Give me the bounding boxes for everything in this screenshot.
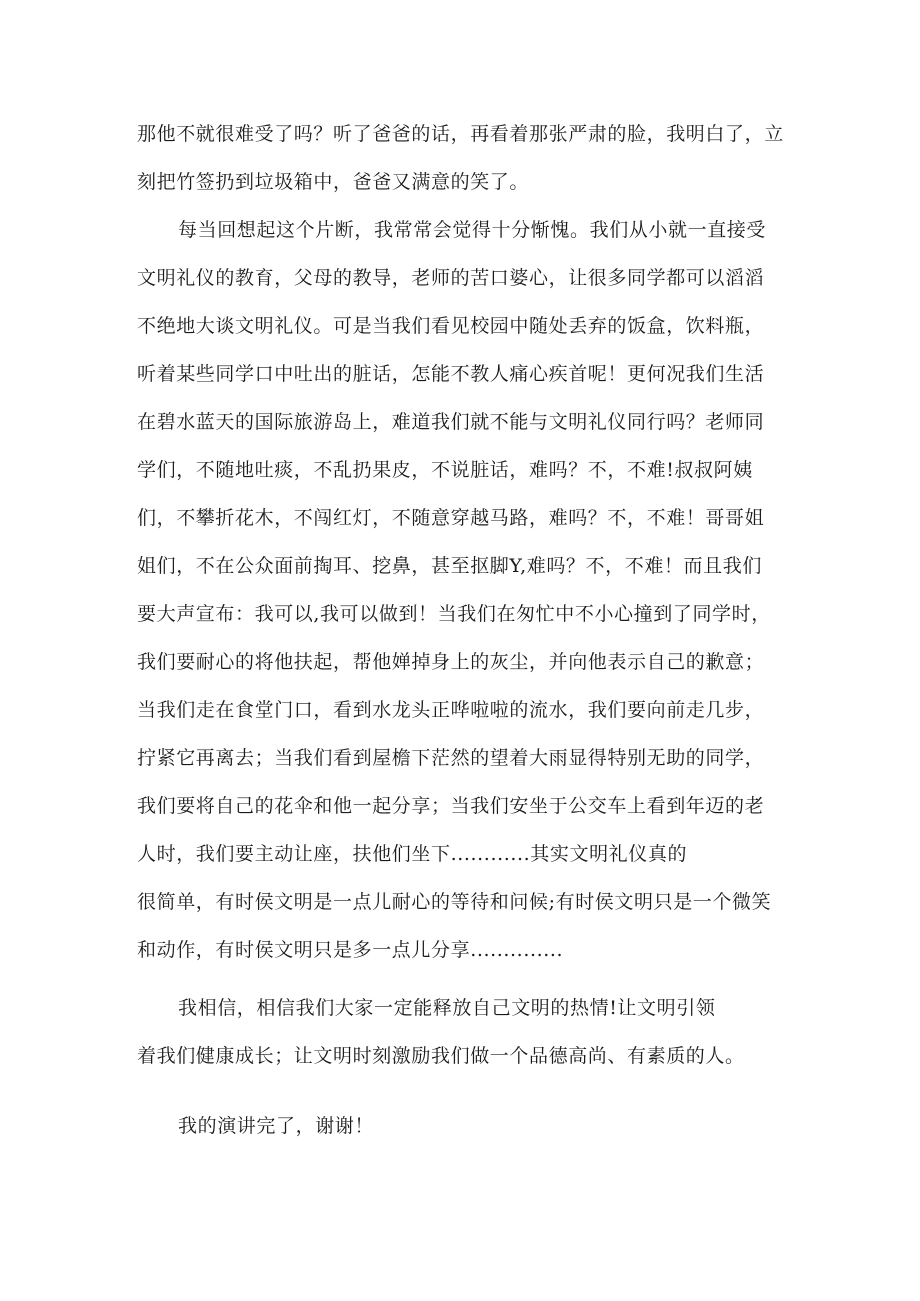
- text-line: 我们要耐心的将他扶起，帮他婵掉身上的灰尘，并向他表示自己的歉意；: [137, 651, 765, 673]
- text-line: 和动作，有时侯文明只是多一点儿分享..............: [137, 939, 564, 961]
- text-line: 们，不攀折花木，不闯红灯，不随意穿越马路，难吗？不，不难！哥哥姐: [137, 507, 765, 529]
- text-line: 着我们健康成长；让文明时刻激励我们做一个品德高尚、有素质的人。: [137, 1045, 745, 1067]
- text-line: 每当回想起这个片断，我常常会觉得十分惭愧。我们从小就一直接受: [178, 219, 767, 241]
- text-line: 文明礼仪的教育，父母的教导，老师的苦口婆心，让很多同学都可以滔滔: [137, 267, 765, 289]
- closing-line: 我的演讲完了，谢谢！: [178, 1115, 375, 1137]
- text-line: 那他不就很难受了吗？听了爸爸的话，再看着那张严肃的脸，我明白了，立: [137, 123, 784, 145]
- text-line: 当我们走在食堂门口，看到水龙头正哗啦啦的流水，我们要向前走几步，: [137, 699, 765, 721]
- text-line: 姐们，不在公众面前掏耳、挖鼻，甚至抠脚Y,难吗？不，不难！而且我们: [137, 555, 762, 577]
- text-line: 在碧水蓝天的国际旅游岛上，难道我们就不能与文明礼仪同行吗？老师同: [137, 411, 765, 433]
- text-line: 学们，不随地吐痰，不乱扔果皮，不说脏话，难吗？不，不难!叔叔阿姨: [137, 459, 753, 481]
- text-line: 很简单，有时侯文明是一点儿耐心的等待和问候;有时侯文明只是一个微笑: [137, 891, 772, 913]
- text-line: 人时，我们要主动让座，扶他们坐下............其实文明礼仪真的: [137, 843, 688, 865]
- text-line: 不绝地大谈文明礼仪。可是当我们看见校园中随处丢弃的饭盒，饮料瓶，: [137, 315, 765, 337]
- text-line: 刻把竹签扔到垃圾箱中，爸爸又满意的笑了。: [137, 171, 530, 193]
- text-line: 我们要将自己的花伞和他一起分享；当我们安坐于公交车上看到年迈的老: [137, 795, 765, 817]
- text-line: 听着某些同学口中吐出的脏话，怎能不教人痛心疾首呢！更何况我们生活: [137, 363, 765, 385]
- text-line: 我相信，相信我们大家一定能释放自己文明的热情!让文明引领: [178, 997, 716, 1019]
- text-line: 拧紧它再离去；当我们看到屋檐下茫然的望着大雨显得特别无助的同学，: [137, 747, 765, 769]
- text-line: 要大声宣布：我可以,我可以做到！当我们在匆忙中不小心撞到了同学时，: [137, 603, 771, 625]
